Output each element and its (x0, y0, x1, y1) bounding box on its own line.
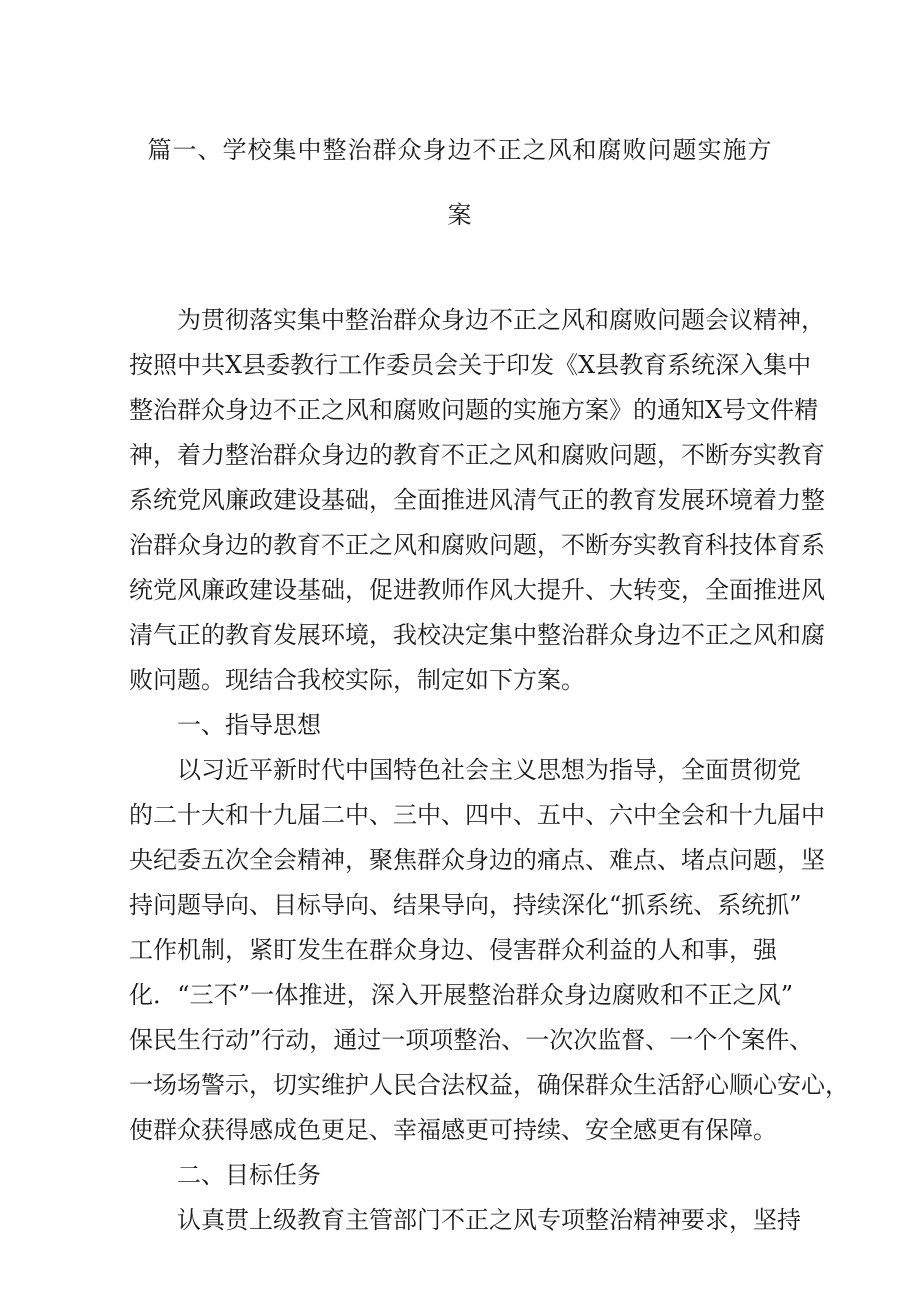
paragraph-line: 系统党风廉政建设基础，全面推进风清气正的教育发展环境着力整 (129, 486, 825, 514)
paragraph-line: 为贯彻落实集中整治群众身边不正之风和腐败问题会议精神， (177, 306, 825, 334)
paragraph-line: 工作机制，紧盯发生在群众身边、侵害群众利益的人和事，强 (129, 936, 777, 964)
paragraph-line: 整治群众身边不正之风和腐败问题的实施方案》的通知X号文件精 (129, 396, 819, 424)
paragraph-line: 央纪委五次全会精神，聚焦群众身边的痛点、难点、堵点问题，坚 (129, 846, 825, 874)
paragraph-line: 以习近平新时代中国特色社会主义思想为指导，全面贯彻党 (177, 756, 801, 784)
paragraph-line: 神，着力整治群众身边的教育不正之风和腐败问题，不断夯实教育 (129, 441, 825, 469)
paragraph-line: 败问题。现结合我校实际，制定如下方案。 (129, 666, 585, 694)
paragraph-line: 化．“三不”一体推进，深入开展整治群众身边腐败和不正之风” (129, 981, 793, 1009)
paragraph-line: 一场场警示，切实维护人民合法权益，确保群众生活舒心顺心安心， (129, 1071, 849, 1099)
document-title-line-1: 篇一、学校集中整治群众身边不正之风和腐败问题实施方 (147, 136, 773, 164)
section-heading-guiding-thought: 一、指导思想 (177, 711, 321, 739)
paragraph-line: 持问题导向、目标导向、结果导向，持续深化“抓系统、系统抓” (129, 891, 802, 919)
document-title-line-2: 案 (447, 201, 473, 229)
paragraph-line: 按照中共X县委教行工作委员会关于印发《X县教育系统深入集中 (129, 351, 812, 379)
paragraph-line: 认真贯上级教育主管部门不正之风专项整治精神要求，坚持 (177, 1206, 801, 1234)
paragraph-line: 治群众身边的教育不正之风和腐败问题，不断夯实教育科技体育系 (129, 531, 825, 559)
paragraph-line: 保民生行动”行动，通过一项项整治、一次次监督、一个个案件、 (129, 1026, 814, 1054)
paragraph-line: 使群众获得感成色更足、幸福感更可持续、安全感更有保障。 (129, 1116, 777, 1144)
section-heading-goals-tasks: 二、目标任务 (177, 1161, 321, 1189)
paragraph-line: 清气正的教育发展环境，我校决定集中整治群众身边不正之风和腐 (129, 621, 825, 649)
paragraph-line: 的二十大和十九届二中、三中、四中、五中、六中全会和十九届中 (129, 801, 825, 829)
paragraph-line: 统党风廉政建设基础，促进教师作风大提升、大转变，全面推进风 (129, 576, 825, 604)
